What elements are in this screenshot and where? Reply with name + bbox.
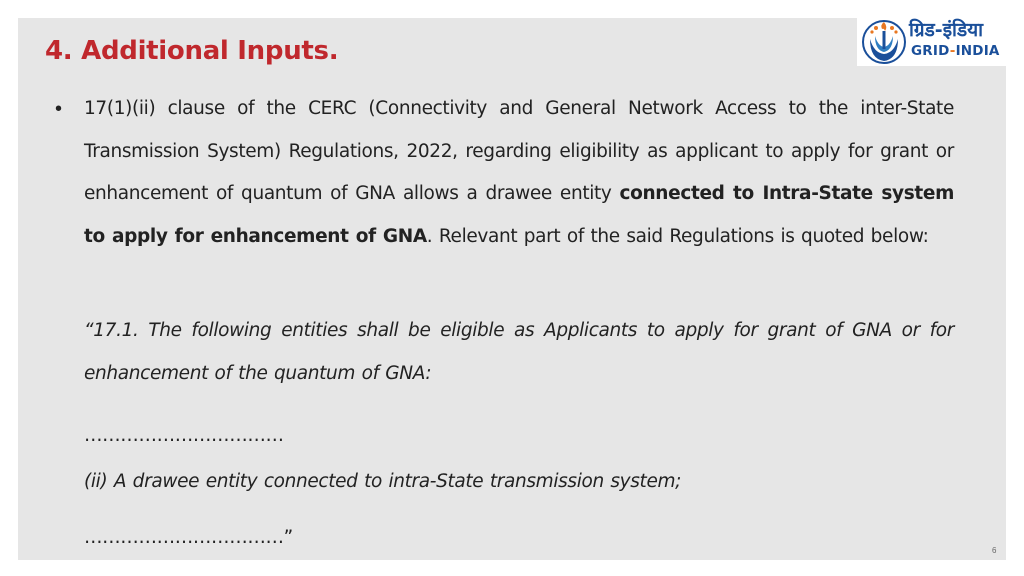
quote-paragraph: [84, 310, 954, 395]
quote-ellipsis-2: [84, 517, 384, 560]
bullet-text-intro: 17(1)(ii) clause of the CERC (Connectivity and General Network Access to the inter-State Transmission System) Regulations, 2022, regarding eligibility as applicant to apply for grant or enhancement of quantum of GNA allows a drawee entity: [84, 98, 954, 204]
quote-ellipsis-1: ……………………………: [84, 425, 284, 446]
quote-text: 17.1. The following entities shall be eligible as Applicants to apply for grant of GNA or for enhancement of the quantum of GNA:: [84, 320, 954, 384]
logo-hindi-text: ग्रिड-इंडिया: [909, 19, 984, 41]
quote-close-mark: ”: [283, 527, 293, 548]
bullet-paragraph: [84, 88, 954, 258]
logo-english-part1: GRID: [911, 43, 950, 59]
logo-english-text: [911, 43, 1000, 59]
logo-english-part2: INDIA: [955, 43, 1000, 59]
quote-item-ii: (ii) A drawee entity connected to intra-State transmission system;: [84, 471, 682, 492]
bullet-dot-icon: •: [55, 98, 63, 120]
bullet-text-ending: . Relevant part of the said Regulations is quoted below:: [426, 225, 929, 247]
grid-india-emblem-icon: [861, 19, 907, 65]
bullet-text-bold: connected to Intra-State system to apply for enhancement of GNA: [84, 183, 954, 247]
slide-title: 4. Additional Inputs.: [45, 36, 339, 66]
quote-ellipsis-2-dots: ……………………………: [84, 527, 284, 548]
quote-open-mark: “: [84, 320, 94, 341]
page-number: 6: [992, 546, 997, 555]
logo-english-dash: -: [949, 43, 956, 59]
grid-india-logo: [857, 16, 1007, 66]
